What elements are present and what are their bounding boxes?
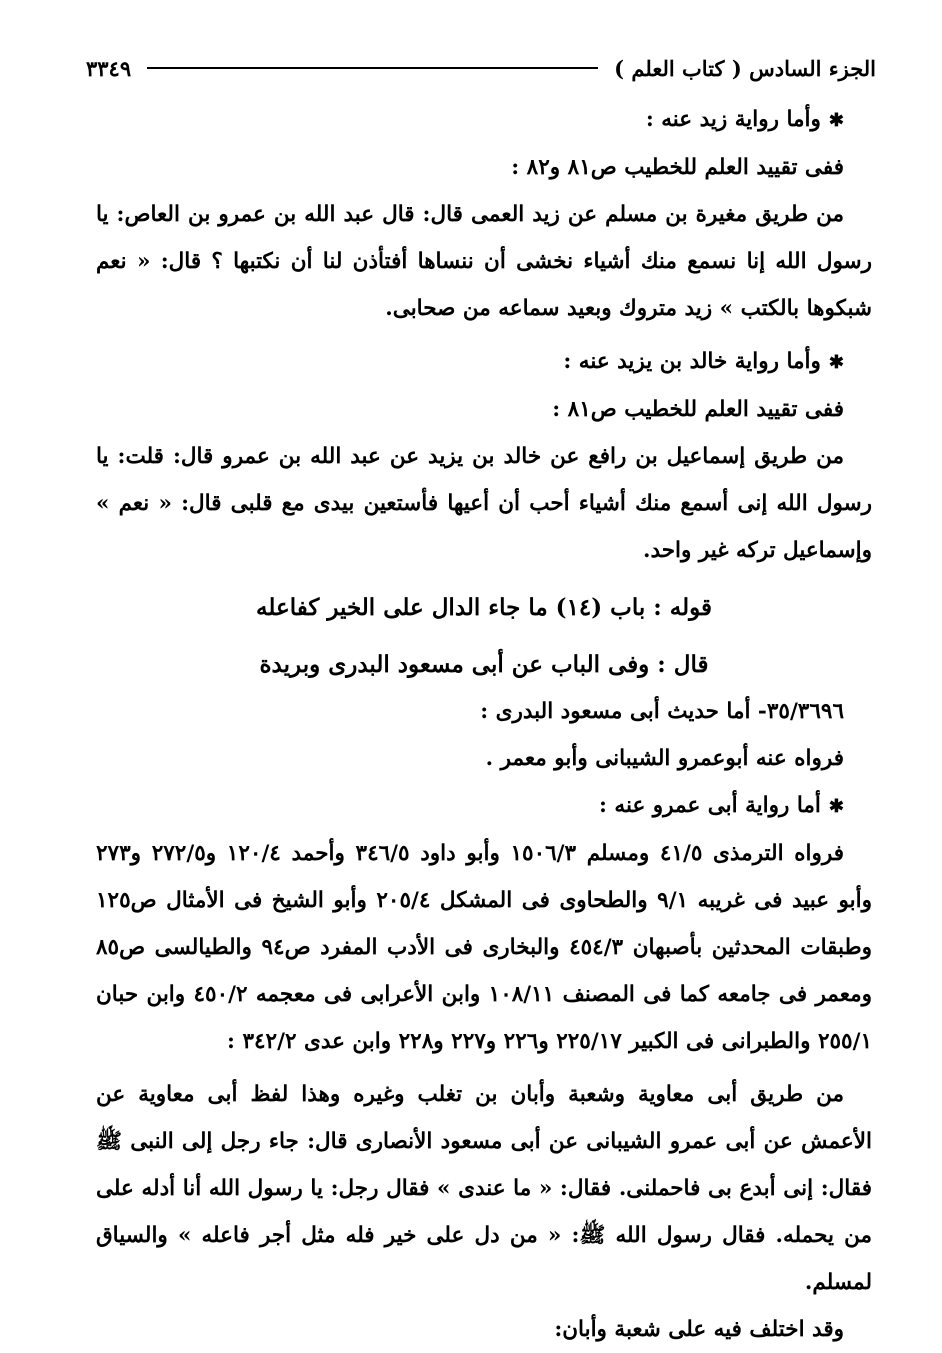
- paragraph: من طريق مغيرة بن مسلم عن زيد العمى قال: قال عبد الله بن عمرو بن العاص: يا رسول الله إنا نسمع منك أشياء نخشى أن ننساها أفتأذن لنا أن نكتبها ؟ قال: « نعم شبكوها بالكتب » زيد متروك وبعيد سماعه من صحابى.: [96, 202, 872, 321]
- narrators-line: فرواه عنه أبوعمرو الشيبانى وأبو معمر .: [485, 746, 844, 771]
- page-header: [86, 40, 876, 96]
- subheading-zayd: ✱ وأما رواية زيد عنه :: [96, 96, 872, 144]
- running-head: الجزء السادس ( كتاب العلم ): [614, 55, 876, 81]
- subheading-abu-amr: ✱ أما رواية أبى عمرو عنه :: [96, 782, 872, 830]
- body-text: [96, 96, 872, 1353]
- sources-paragraph: فرواه الترمذى ٤١/٥ ومسلم ١٥٠٦/٣ وأبو داود ٣٤٦/٥ وأحمد ١٢٠/٤ و٢٧٢/٥ و٢٧٣ وأبو عبيد فى غريبه ٩/١ والطحاوى فى المشكل ٢٠٥/٤ وأبو الشيخ فى الأمثال ص١٢٥ وطبقات المحدثين بأصبهان ٤٥٤/٣ والبخارى فى الأدب المفرد ص٩٤ والطيالسى ص٨٥ ومعمر فى جامعه كما فى المصنف ١٠٨/١١ وابن الأعرابى فى معجمه ٤٥٠/٢ وابن حبان ٢٥٥/١ والطبرانى فى الكبير ٢٢٥/١٧ و٢٢٦ و٢٢٧ و٢٢٨ وابن عدى ٣٤٢/٢ :: [96, 841, 873, 1054]
- paragraph: من طريق إسماعيل بن رافع عن خالد بن يزيد عن عبد الله بن عمرو قال: قلت: يا رسول الله إنى أسمع منك أشياء أحب أن أعيها فأستعين بيدى مع قلبى قال: « نعم » وإسماعيل تركه غير واحد.: [96, 444, 872, 563]
- hadith-heading: ٣٥/٣٦٩٦- أما حديث أبى مسعود البدرى :: [480, 699, 844, 724]
- chapter-title: قوله : باب (١٤) ما جاء الدال على الخير كفاعله: [256, 594, 712, 621]
- closing-line: وقد اختلف فيه على شعبة وأبان:: [554, 1317, 844, 1342]
- paragraph: من طريق أبى معاوية وشعبة وأبان بن تغلب وغيره وهذا لفظ أبى معاوية عن الأعمش عن أبى عمرو الشيبانى عن أبى مسعود الأنصارى قال: جاء رجل إلى النبى ﷺ فقال: إنى أبدع بى فاحملنى. فقال: « ما عندى » فقال رجل: يا رسول الله أنا أدله على من يحمله. فقال رسول الله ﷺ: « من دل على خير فله مثل أجر فاعله » والسياق لمسلم.: [96, 1082, 872, 1295]
- page-number: ٣٣٤٩: [86, 55, 132, 81]
- source-line: ففى تقييد العلم للخطيب ص٨١ و٨٢ :: [511, 155, 844, 180]
- source-line: ففى تقييد العلم للخطيب ص٨١ :: [552, 397, 844, 422]
- header-rule: [147, 67, 598, 69]
- subheading-khalid: ✱ وأما رواية خالد بن يزيد عنه :: [96, 338, 872, 386]
- chapter-subtitle: قال : وفى الباب عن أبى مسعود البدرى وبريدة: [259, 651, 709, 678]
